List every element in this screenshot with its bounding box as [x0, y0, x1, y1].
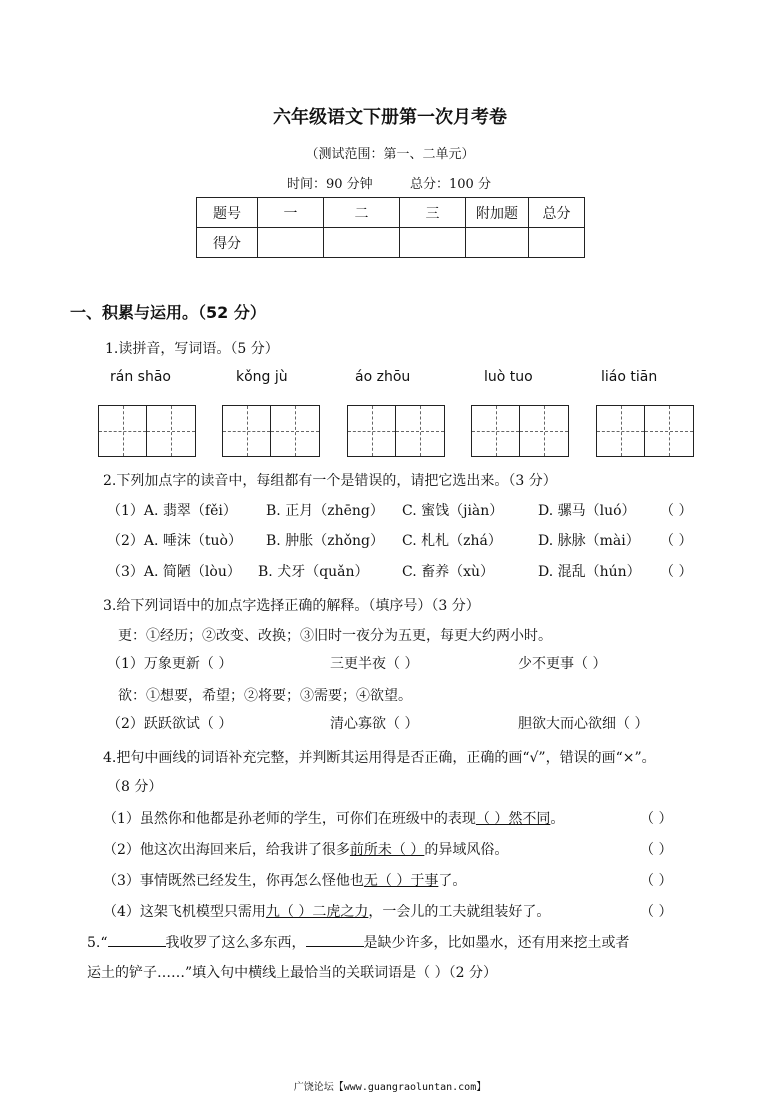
q4-text: 了。: [438, 873, 467, 889]
q2-option: B. 犬牙（quǎn）: [258, 564, 369, 580]
score-header: 一: [258, 198, 324, 228]
q4-text: 。: [550, 811, 565, 827]
q2-option: C. 蜜饯（jiàn）: [402, 503, 504, 519]
q4-prompt: 4.把句中画线的词语补充完整，并判断其运用得是否正确，正确的画“√”，错误的画“×”。: [103, 750, 656, 766]
answer-blank[interactable]: （ ）: [640, 873, 673, 889]
q4-item: [103, 808, 564, 828]
q4-underlined-idiom[interactable]: 无（ ）于事: [363, 873, 439, 889]
pinyin-label: rán shāo: [110, 369, 171, 385]
answer-blank[interactable]: （ ）: [640, 842, 673, 858]
score-cell[interactable]: [466, 228, 529, 258]
q4-text: ，一会儿的工夫就组装好了。: [368, 904, 551, 920]
q1-prompt: 1.读拼音，写词语。（5 分）: [105, 341, 279, 357]
q2-option: D. 混乱（hún）: [538, 564, 641, 580]
answer-blank[interactable]: （ ）: [640, 811, 673, 827]
fill-blank[interactable]: [108, 946, 166, 947]
q2-option: （1）A. 翡翠（fěi）: [107, 503, 237, 519]
q2-option: C. 札札（zhá）: [402, 533, 502, 549]
q4-points: （8 分）: [107, 779, 163, 795]
q4-underlined-idiom[interactable]: 前所未（ ）: [349, 842, 425, 858]
answer-blank[interactable]: （ ）: [660, 533, 693, 549]
q4-text: （4）这架飞机模型只需用: [103, 904, 266, 920]
q4-item: [103, 839, 508, 859]
q3-item[interactable]: 胆欲大而心欲细（ ）: [518, 716, 649, 732]
q2-option: B. 正月（zhēng）: [266, 503, 384, 519]
pinyin-label: luò tuo: [484, 369, 533, 385]
q5-text: 是缺少许多，比如墨水，还有用来挖土或者: [363, 935, 630, 951]
score-header: 总分: [529, 198, 585, 228]
score-header: 附加题: [466, 198, 529, 228]
q3-item[interactable]: （2）跃跃欲试（ ）: [107, 716, 233, 732]
score-header: 三: [400, 198, 466, 228]
yu-definition: 欲：①想要，希望；②将要；③需要；④欲望。: [118, 688, 412, 704]
fill-blank[interactable]: [306, 946, 364, 947]
q4-item: [103, 901, 550, 921]
q3-item[interactable]: （1）万象更新（ ）: [107, 656, 233, 672]
answer-blank[interactable]: （ ）: [660, 564, 693, 580]
writing-grid[interactable]: [347, 405, 445, 457]
writing-grid[interactable]: [222, 405, 320, 457]
writing-grid[interactable]: [596, 405, 694, 457]
q4-text: （2）他这次出海回来后，给我讲了很多: [103, 842, 350, 858]
score-cell[interactable]: [529, 228, 585, 258]
q3-prompt: 3.给下列词语中的加点字选择正确的解释。（填序号）（3 分）: [103, 598, 480, 614]
q2-option: （3）A. 简陋（lòu）: [107, 564, 241, 580]
q4-text: （3）事情既然已经发生，你再怎么怪他也: [103, 873, 364, 889]
geng-definition: 更：①经历；②改变、改换；③旧时一夜分为五更，每更大约两小时。: [118, 628, 552, 644]
writing-grid[interactable]: [471, 405, 569, 457]
q4-text: （1）虽然你和他都是孙老师的学生，可你们在班级中的表现: [103, 811, 476, 827]
q3-item[interactable]: 三更半夜（ ）: [330, 656, 419, 672]
q3-item[interactable]: 清心寡欲（ ）: [330, 716, 419, 732]
q2-option: D. 脉脉（mài）: [538, 533, 640, 549]
exam-time: 时间：90 分钟: [287, 177, 373, 192]
q4-underlined-idiom[interactable]: 九（ ）二虎之力: [265, 904, 369, 920]
q5-text: 我收罗了这么多东西，: [165, 935, 306, 951]
test-scope: （测试范围：第一、二单元）: [305, 147, 475, 162]
q2-prompt: 2.下列加点字的读音中，每组都有一个是错误的，请把它选出来。（3 分）: [103, 473, 557, 489]
score-table: [196, 197, 585, 258]
q2-option: D. 骡马（luó）: [538, 503, 636, 519]
answer-blank[interactable]: （ ）: [640, 904, 673, 920]
page-footer: 广饶论坛【www.guangraoluntan.com】: [293, 1082, 487, 1093]
answer-blank[interactable]: （ ）: [660, 503, 693, 519]
q2-option: C. 畜养（xù）: [402, 564, 495, 580]
q4-item: [103, 870, 466, 890]
exam-total: 总分：100 分: [410, 177, 491, 192]
q2-option: （2）A. 唾沫（tuò）: [107, 533, 242, 549]
score-header: 题号: [197, 198, 258, 228]
q5-line: [87, 932, 630, 952]
q4-underlined-idiom[interactable]: （ ）然不同: [475, 811, 551, 827]
q5-line: 运土的铲子……”填入句中横线上最恰当的关联词语是（ ）（2 分）: [87, 965, 497, 981]
q5-text: 5.“: [87, 935, 108, 951]
score-cell[interactable]: [400, 228, 466, 258]
pinyin-label: liáo tiān: [601, 369, 658, 385]
pinyin-label: kǒng jù: [236, 369, 288, 385]
score-row-label: 得分: [197, 228, 258, 258]
page-title: 六年级语文下册第一次月考卷: [273, 107, 507, 128]
q3-item[interactable]: 少不更事（ ）: [518, 656, 607, 672]
section-title: 一、积累与运用。（52 分）: [70, 303, 266, 322]
q2-option: B. 肿胀（zhǒng）: [266, 533, 384, 549]
score-cell[interactable]: [258, 228, 324, 258]
score-header: 二: [324, 198, 400, 228]
pinyin-label: áo zhōu: [355, 369, 411, 385]
score-cell[interactable]: [324, 228, 400, 258]
q4-text: 的异域风俗。: [424, 842, 509, 858]
writing-grid[interactable]: [98, 405, 196, 457]
